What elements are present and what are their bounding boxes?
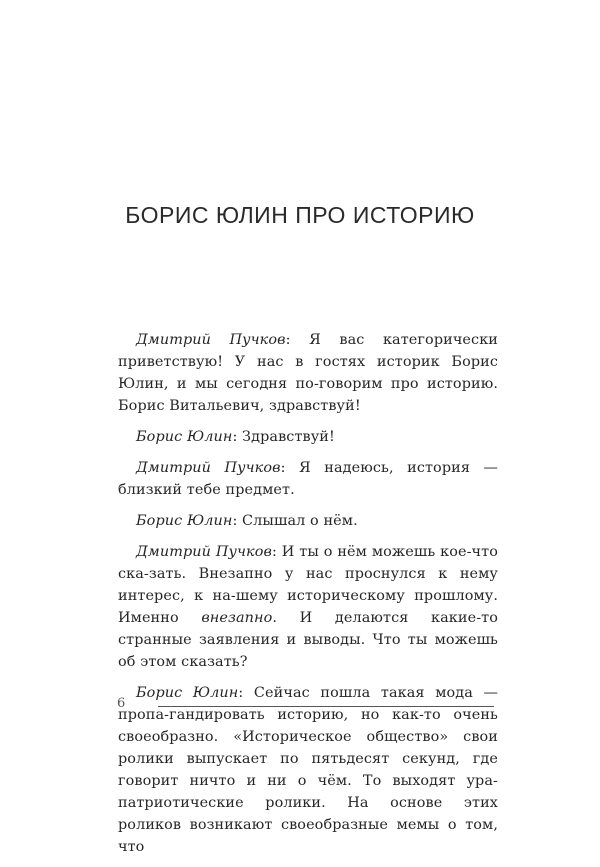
- speaker-name: Борис Юлин: [136, 685, 239, 701]
- chapter-title: БОРИС ЮЛИН ПРО ИСТОРИЮ: [125, 202, 475, 228]
- dialogue-paragraph: [118, 457, 498, 501]
- dialogue-paragraph: [118, 510, 498, 532]
- dialogue-paragraph: [118, 682, 498, 858]
- dialogue-paragraph: [118, 541, 498, 673]
- dialogue-body: [118, 329, 498, 867]
- paragraph-text: : Слышал о нём.: [232, 513, 358, 529]
- dialogue-paragraph: [118, 426, 498, 448]
- speaker-name: Дмитрий Пучков: [136, 332, 286, 348]
- paragraph-text: : Я надеюсь, история — близкий тебе предмет.: [118, 460, 499, 498]
- paragraph-text: : Я вас категорически приветствую! У нас в гостях историк Борис Юлин, и мы сегодня по-говорим про историю. Борис Витальевич, здравствуй!: [118, 332, 498, 414]
- emphasized-word: внезапно: [201, 610, 273, 626]
- footer-rule: [158, 706, 494, 707]
- speaker-name: Борис Юлин: [136, 513, 233, 529]
- speaker-name: Дмитрий Пучков: [136, 460, 281, 476]
- paragraph-text: : И ты о нём можешь кое-что ска-зать. Внезапно у нас проснулся к нему интерес, к на-шему историческому прошлому. Именно: [118, 544, 498, 626]
- speaker-name: Борис Юлин: [136, 429, 233, 445]
- dialogue-paragraph: [118, 329, 498, 417]
- paragraph-text: : Здравствуй!: [232, 429, 335, 445]
- paragraph-text: . И делаются какие-то странные заявления и выводы. Что ты можешь об этом сказать?: [118, 610, 498, 670]
- speaker-name: Дмитрий Пучков: [136, 544, 272, 560]
- page-number: 6: [117, 696, 126, 711]
- paragraph-text: : Сейчас пошла такая мода — пропа-гандировать историю, но как-то очень своеобразно. «Историческое общество» свои ролики выпускает по пятьдесят секунд, где говорит ничто и ни о чём. То выходят ура-патриотические ролики. На основе этих роликов возникают своеобразные мемы о том, что: [118, 685, 498, 855]
